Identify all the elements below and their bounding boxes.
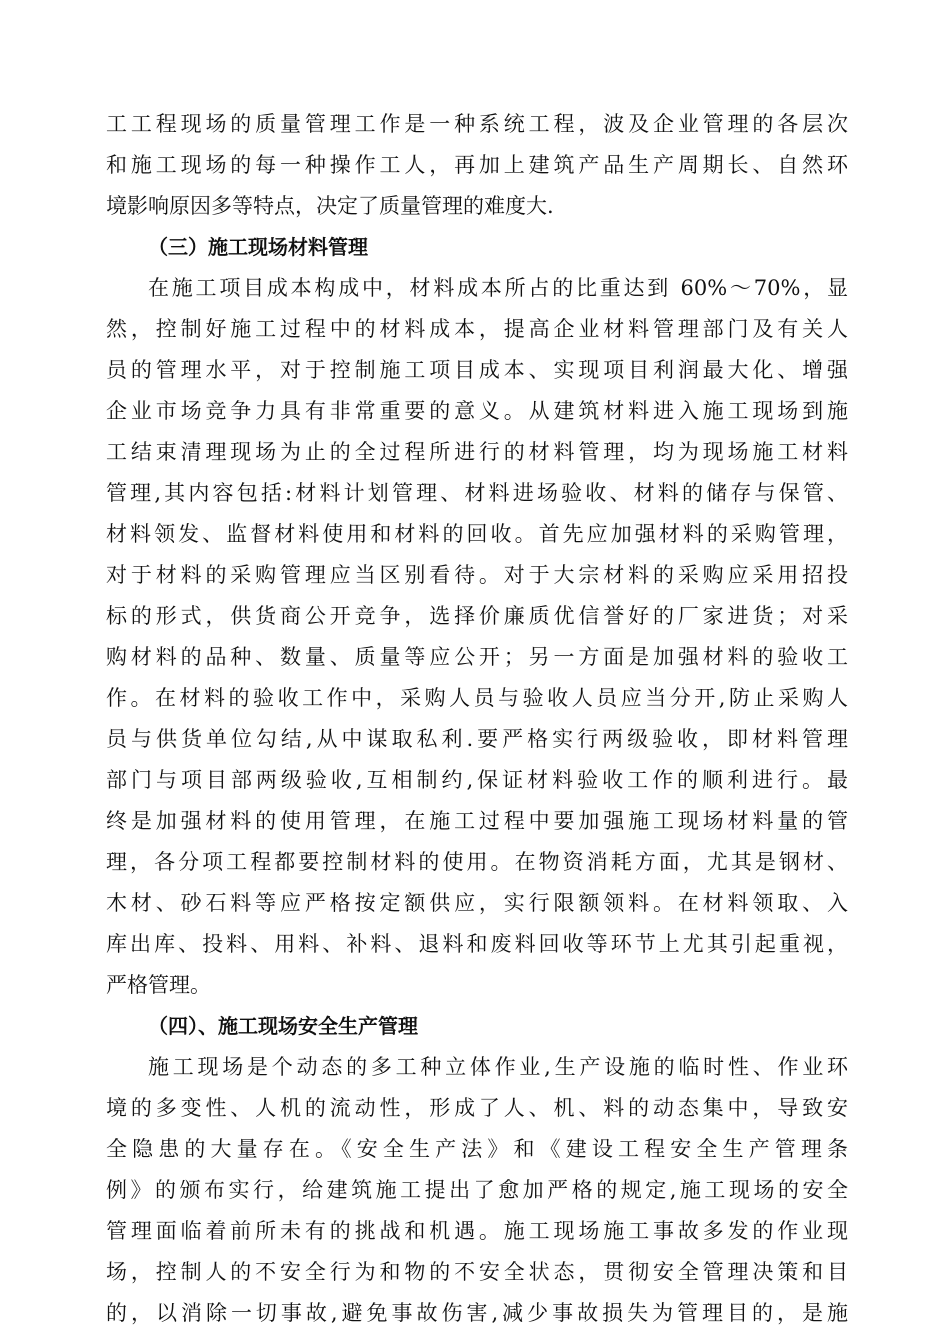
text-line: 理，各分项工程都要控制材料的使用。在物资消耗方面，尤其是钢材、 <box>106 850 848 874</box>
text-line: 在施工项目成本构成中，材料成本所占的比重达到 60%～70%，显 <box>148 276 848 300</box>
text-line: 工工程现场的质量管理工作是一种系统工程，波及企业管理的各层次 <box>106 112 848 136</box>
text-line: 的，以消除一切事故,避免事故伤害,减少事故损失为管理目的，是施 <box>106 1301 848 1325</box>
text-line: 全隐患的大量存在。《安全生产法》和《建设工程安全生产管理条 <box>106 1137 848 1161</box>
text-line: 管理,其内容包括:材料计划管理、材料进场验收、材料的储存与保管、 <box>106 481 848 505</box>
text-line: 严格管理。 <box>106 973 211 997</box>
text-line: 例》的颁布实行，给建筑施工提出了愈加严格的规定,施工现场的安全 <box>106 1178 848 1202</box>
text-line: 管理面临着前所未有的挑战和机遇。施工现场施工事故多发的作业现 <box>106 1219 848 1243</box>
text-line: 境影响原因多等特点，决定了质量管理的难度大. <box>106 194 554 218</box>
text-line: 部门与项目部两级验收,互相制约,保证材料验收工作的顺利进行。最 <box>106 768 848 792</box>
text-line: 企业市场竞争力具有非常重要的意义。从建筑材料进入施工现场到施 <box>106 399 848 423</box>
section-heading-safety: （四）、施工现场安全生产管理 <box>148 1014 418 1038</box>
text-line: 施工现场是个动态的多工种立体作业,生产设施的临时性、作业环 <box>148 1055 848 1079</box>
text-line: 然，控制好施工过程中的材料成本，提高企业材料管理部门及有关人 <box>106 317 848 341</box>
text-line: 对于材料的采购管理应当区别看待。对于大宗材料的采购应采用招投 <box>106 563 848 587</box>
text-line: 终是加强材料的使用管理，在施工过程中要加强施工现场材料量的管 <box>106 809 848 833</box>
text-line: 标的形式，供货商公开竞争，选择价廉质优信誉好的厂家进货；对采 <box>106 604 848 628</box>
text-line: 木材、砂石料等应严格按定额供应，实行限额领料。在材料领取、入 <box>106 891 848 915</box>
text-line: 工结束清理现场为止的全过程所进行的材料管理，均为现场施工材料 <box>106 440 848 464</box>
text-line: 作。在材料的验收工作中，采购人员与验收人员应当分开,防止采购人 <box>106 686 848 710</box>
text-line: 境的多变性、人机的流动性，形成了人、机、料的动态集中，导致安 <box>106 1096 848 1120</box>
text-line: 和施工现场的每一种操作工人，再加上建筑产品生产周期长、自然环 <box>106 153 848 177</box>
text-line: 员与供货单位勾结,从中谋取私利.要严格实行两级验收，即材料管理 <box>106 727 848 751</box>
section-heading-materials: （三）施工现场材料管理 <box>148 235 368 259</box>
text-line: 场，控制人的不安全行为和物的不安全状态，贯彻安全管理决策和目 <box>106 1260 848 1284</box>
body-text <box>106 104 848 1334</box>
text-line: 库出库、投料、用料、补料、退料和废料回收等环节上尤其引起重视， <box>106 932 848 956</box>
text-line: 材料领发、监督材料使用和材料的回收。首先应加强材料的采购管理， <box>106 522 848 546</box>
text-line: 购材料的品种、数量、质量等应公开；另一方面是加强材料的验收工 <box>106 645 848 669</box>
text-line: 员的管理水平，对于控制施工项目成本、实现项目利润最大化、增强 <box>106 358 848 382</box>
